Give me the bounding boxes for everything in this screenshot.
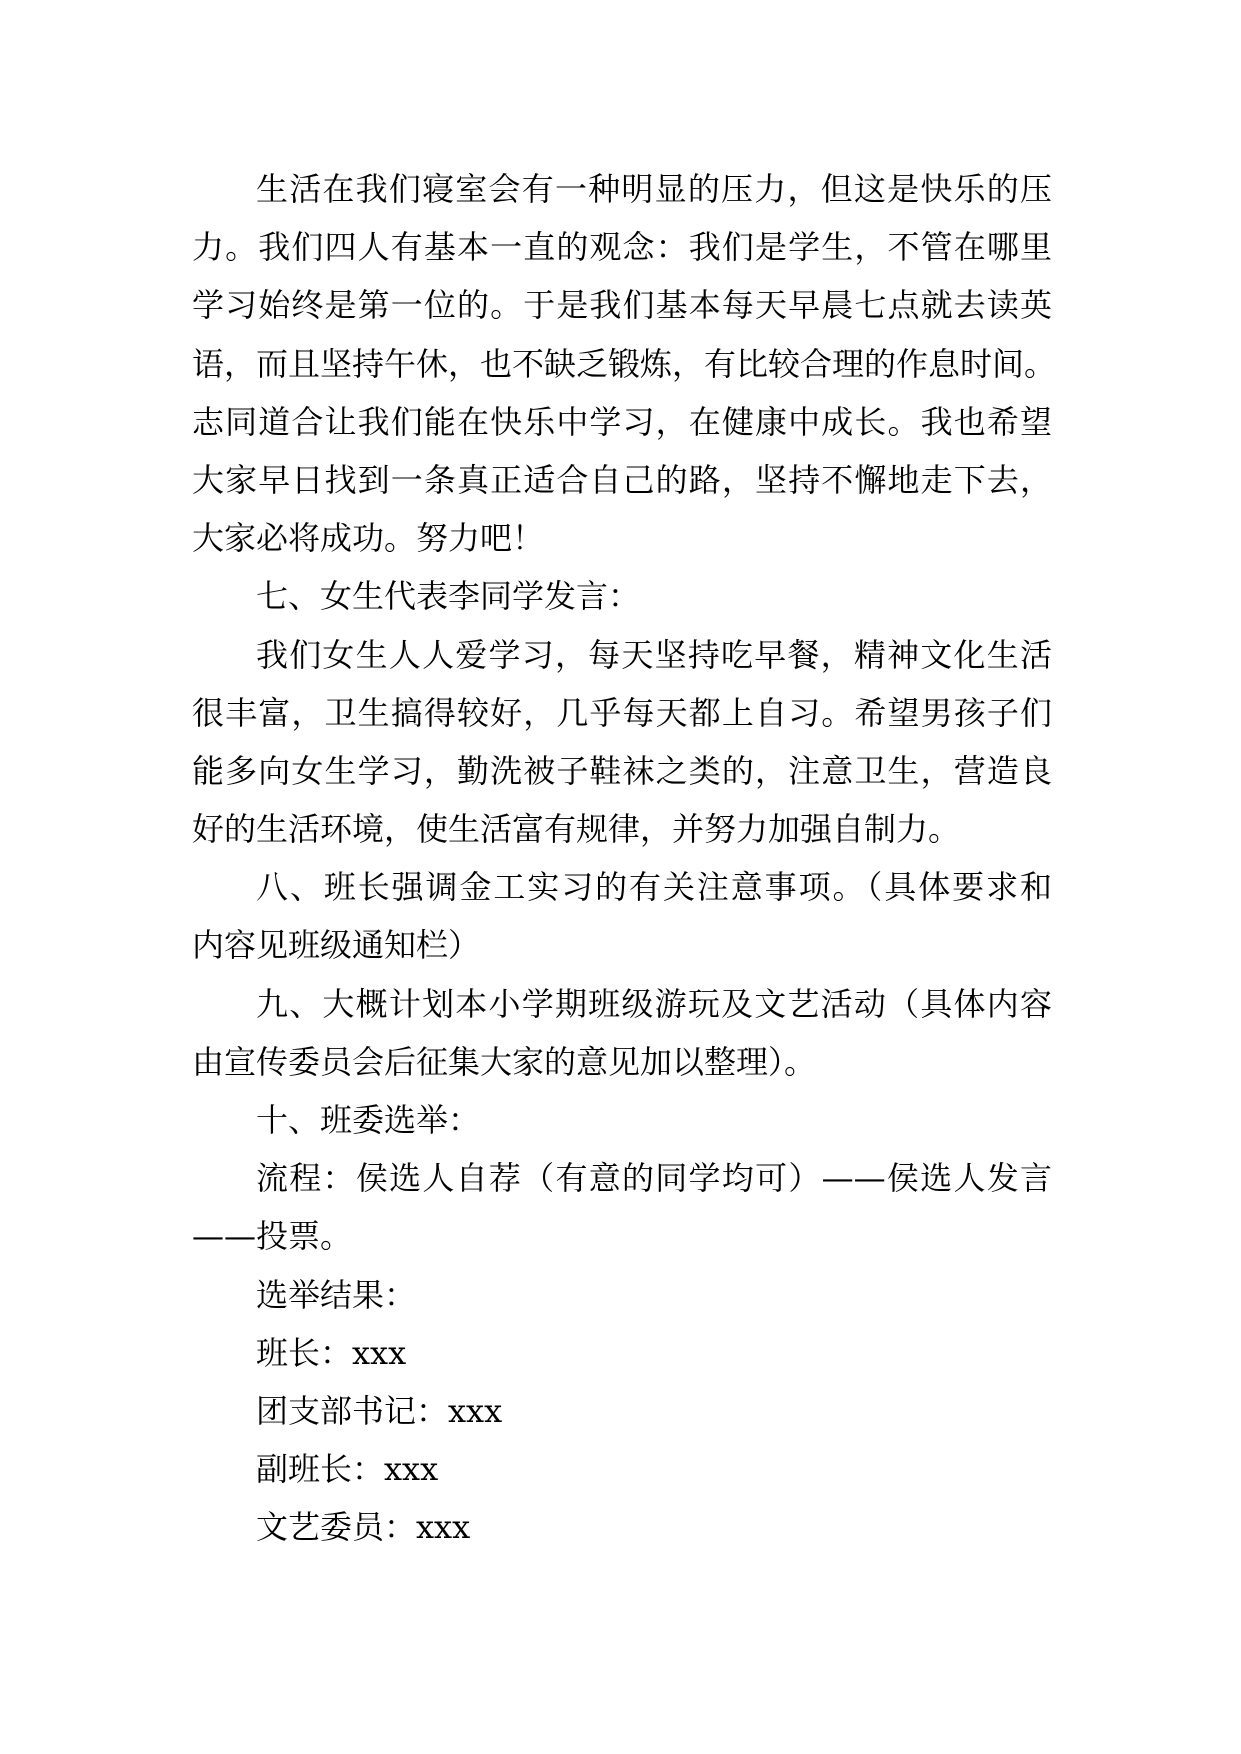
election-result-line: 班长：xxx — [256, 1333, 407, 1372]
text-line: 能多向女生学习，勤洗被子鞋袜之类的，注意卫生，营造良 — [192, 751, 1052, 790]
text-line: 选举结果： — [256, 1275, 417, 1314]
text-line: 生活在我们寝室会有一种明显的压力，但这是快乐的压 — [256, 170, 1052, 208]
election-result-line: 副班长：xxx — [256, 1450, 439, 1489]
text-line: 大家早日找到一条真正适合自己的路，坚持不懈地走下去， — [192, 460, 1052, 499]
text-line: 流程：侯选人自荐（有意的同学均可）——侯选人发言 — [256, 1159, 1052, 1198]
text-line: 语，而且坚持午休，也不缺乏锻炼，有比较合理的作息时间。 — [192, 344, 1057, 383]
election-result-line: 文艺委员：xxx — [256, 1508, 471, 1547]
text-line: ——投票。 — [192, 1217, 353, 1256]
text-line: 我们女生人人爱学习，每天坚持吃早餐，精神文化生活 — [256, 635, 1052, 674]
section-heading: 十、班委选举： — [256, 1101, 481, 1139]
text-line: 好的生活环境，使生活富有规律，并努力加强自制力。 — [192, 810, 961, 849]
election-result-line: 团支部书记：xxx — [256, 1391, 503, 1430]
text-line: 内容见班级通知栏） — [192, 926, 481, 965]
document-page — [192, 160, 1057, 1557]
text-line: 力。我们四人有基本一直的观念：我们是学生，不管在哪里 — [192, 228, 1052, 267]
text-line: 很丰富，卫生搞得较好，几乎每天都上自习。希望男孩子们 — [192, 693, 1052, 732]
text-line: 由宣传委员会后征集大家的意见加以整理）。 — [192, 1042, 817, 1081]
text-line: 大家必将成功。努力吧！ — [192, 519, 545, 558]
text-line: 志同道合让我们能在快乐中学习，在健康中成长。我也希望 — [192, 402, 1052, 441]
text-line: 九、大概计划本小学期班级游玩及文艺活动（具体内容 — [256, 984, 1052, 1023]
section-heading: 七、女生代表李同学发言： — [256, 577, 641, 616]
text-line: 八、班长强调金工实习的有关注意事项。（具体要求和 — [256, 868, 1052, 907]
text-line: 学习始终是第一位的。于是我们基本每天早晨七点就去读英 — [192, 286, 1052, 325]
